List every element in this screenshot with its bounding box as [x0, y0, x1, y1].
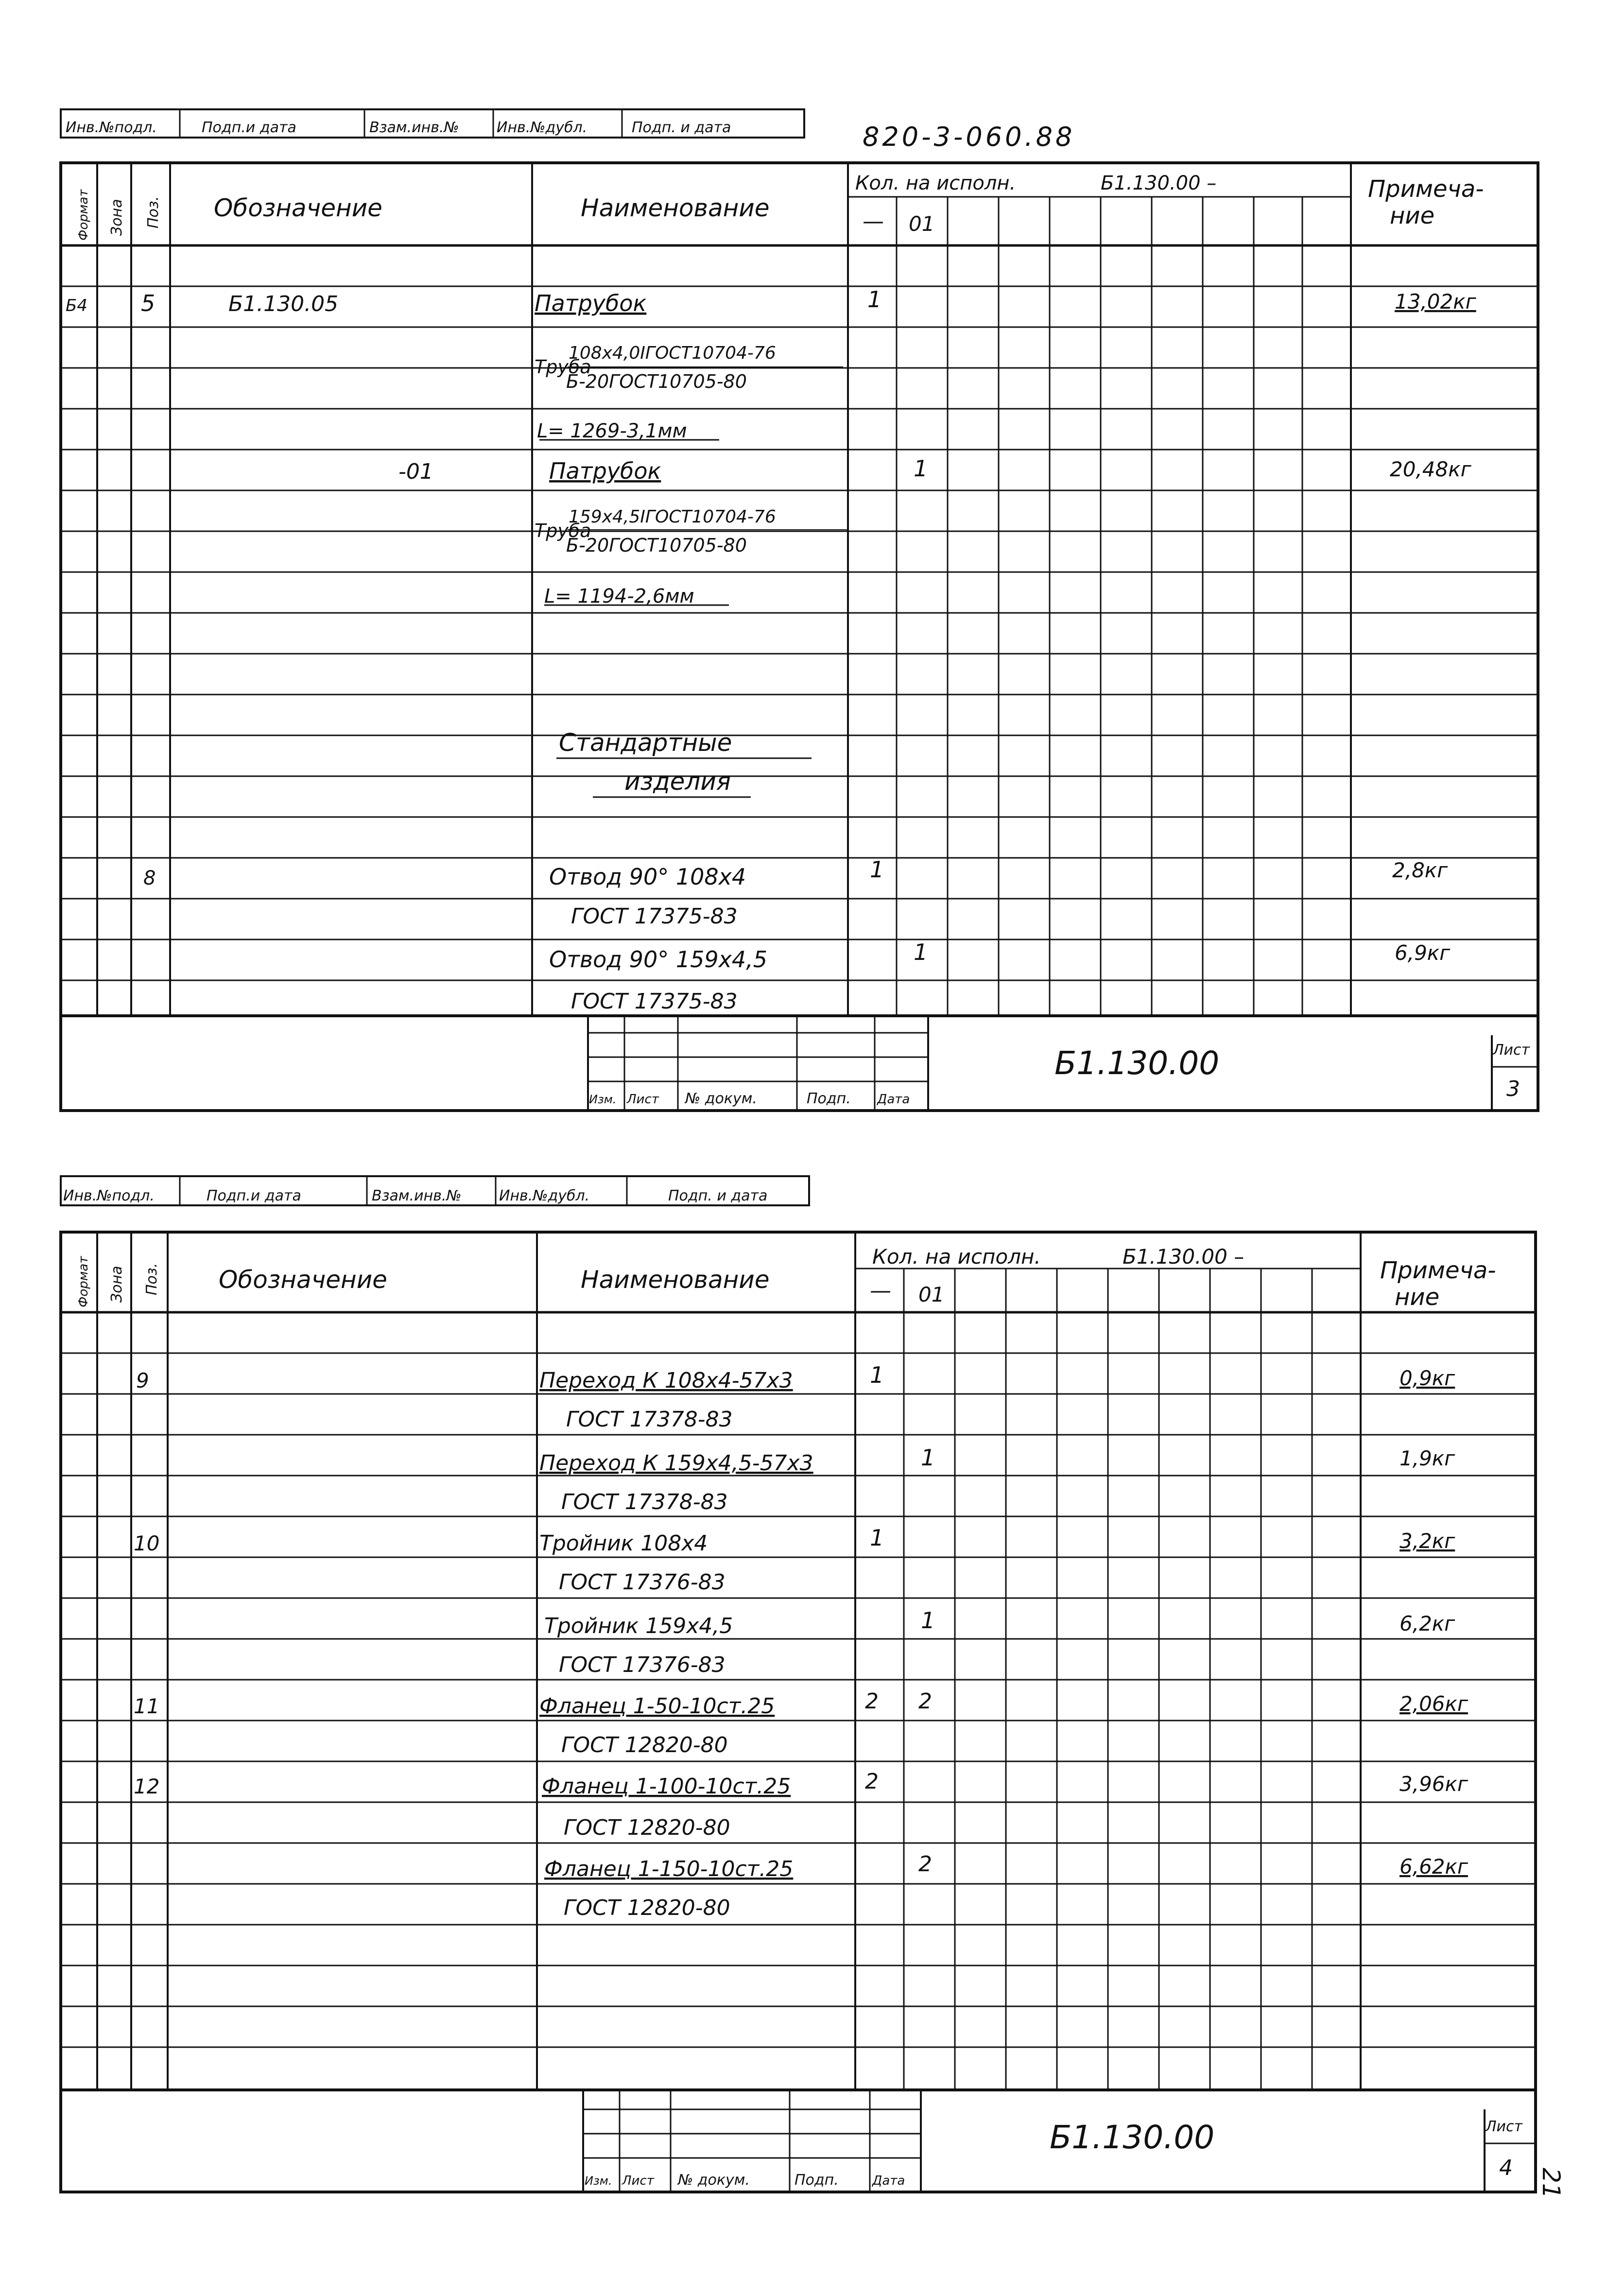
row-qty-1: 1 — [870, 856, 884, 883]
header-strip — [61, 109, 804, 138]
sheet-number: 3 — [1506, 1077, 1520, 1101]
header-qty-title: Кол. на исполн. — [872, 1245, 1041, 1269]
row-frac-bottom: Б-20ГОСТ10705-80 — [566, 535, 747, 556]
sheet-label: Лист — [1486, 2118, 1523, 2135]
header-inv-podl: Инв.№подл. — [66, 119, 157, 136]
header-vzam-inv: Взам.инв.№ — [372, 1187, 462, 1204]
row-name-prefix: Труба — [535, 356, 591, 378]
title-label-date: Дата — [872, 2174, 905, 2188]
row-frac-bottom: Б-20ГОСТ10705-80 — [566, 371, 747, 392]
title-label-doc: № докум. — [685, 1090, 757, 1107]
header-qty-sub-2: 01 — [918, 1283, 945, 1306]
header-format: Формат — [76, 189, 91, 241]
row-name: Отвод 90° 159х4,5 — [549, 946, 768, 973]
section-title-line1: Стандартные — [559, 729, 732, 757]
row-note: 1,9кг — [1400, 1446, 1455, 1470]
row-name: ГОСТ 17375-83 — [571, 989, 738, 1014]
title-block — [61, 2090, 1536, 2192]
main-frame — [61, 1232, 1536, 2192]
header-strip — [61, 1176, 809, 1205]
row-note: 0,9кг — [1400, 1366, 1455, 1390]
row-pos: 9 — [136, 1369, 149, 1392]
row-pos: 12 — [134, 1774, 160, 1798]
header-inv-dubl: Инв.№дубл. — [499, 1187, 590, 1204]
row-name: Фланец 1-150-10ст.25 — [544, 1857, 794, 1881]
sheet-4-rows — [134, 1362, 1469, 1920]
header-note-2: ние — [1390, 202, 1435, 229]
header-format: Формат — [76, 1256, 91, 1307]
row-pos: 10 — [134, 1531, 160, 1555]
row-name: Тройник 108х4 — [539, 1531, 708, 1556]
row-qty-1: 1 — [870, 1362, 884, 1388]
row-name: ГОСТ 12820-80 — [561, 1733, 728, 1757]
row-qty-2: 1 — [914, 939, 928, 965]
row-grid — [61, 286, 1538, 980]
row-note: 3,2кг — [1400, 1529, 1455, 1553]
sheet-label: Лист — [1493, 1042, 1530, 1059]
row-frac-top: 159х4,5IГОСТ10704-76 — [569, 507, 776, 527]
row-name: ГОСТ 17376-83 — [559, 1570, 726, 1595]
header-designation: Обозначение — [214, 194, 382, 222]
header-note-1: Примеча- — [1368, 175, 1484, 203]
row-pos: 8 — [143, 867, 156, 889]
sheet-3 — [61, 109, 1538, 1111]
row-frac-top: 108х4,0IГОСТ10704-76 — [569, 343, 776, 363]
row-qty-2: 1 — [914, 455, 928, 482]
row-note: 6,62кг — [1400, 1855, 1468, 1879]
header-name: Наименование — [581, 194, 770, 222]
side-page-number: 21 — [1537, 2168, 1565, 2199]
row-name: ГОСТ 12820-80 — [564, 1815, 730, 1840]
row-qty-1: 2 — [865, 1689, 879, 1714]
header-pos: Поз. — [143, 1263, 160, 1295]
row-name: ГОСТ 17375-83 — [571, 904, 738, 929]
header-designation: Обозначение — [219, 1266, 387, 1294]
row-qty-1: 1 — [867, 286, 882, 313]
header-vzam-inv: Взам.инв.№ — [369, 119, 459, 136]
header-note-2: ние — [1395, 1284, 1440, 1311]
title-label-list: Лист — [622, 2174, 654, 2188]
row-note: 2,06кг — [1400, 1692, 1468, 1716]
row-name: Патрубок — [549, 458, 661, 484]
row-name: Фланец 1-100-10ст.25 — [542, 1774, 791, 1799]
header-podp-data: Подп.и дата — [202, 119, 296, 136]
header-zone: Зона — [108, 199, 125, 236]
row-qty-1: 1 — [870, 1525, 884, 1551]
row-note: 20,48кг — [1390, 457, 1471, 481]
row-qty-1: 2 — [865, 1769, 879, 1794]
header-qty-sub-1: — — [863, 209, 884, 234]
header-name: Наименование — [581, 1266, 770, 1294]
header-pos: Поз. — [145, 196, 162, 228]
row-name: Фланец 1-50-10ст.25 — [539, 1694, 775, 1719]
row-name: ГОСТ 17376-83 — [559, 1652, 726, 1677]
row-qty-2: 1 — [921, 1607, 935, 1634]
header-qty-sub-1: — — [870, 1278, 891, 1303]
sheet-4 — [61, 1176, 1536, 2192]
doc-number: Б1.130.00 — [1050, 2119, 1215, 2156]
row-qty-2: 1 — [921, 1444, 935, 1471]
row-name: Патрубок — [535, 290, 647, 316]
row-name: ГОСТ 17378-83 — [566, 1407, 733, 1432]
table-header — [76, 172, 1484, 241]
row-note: 13,02кг — [1395, 290, 1476, 313]
header-podp-data-2: Подп. и дата — [632, 119, 731, 136]
row-designation: -01 — [398, 459, 433, 484]
header-podp-data: Подп.и дата — [207, 1187, 301, 1204]
row-note: 6,9кг — [1395, 941, 1451, 965]
row-name: Переход К 108х4-57х3 — [539, 1368, 793, 1393]
header-inv-podl: Инв.№подл. — [63, 1187, 155, 1204]
sheet-number: 4 — [1499, 2156, 1513, 2180]
row-note: 3,96кг — [1400, 1772, 1468, 1796]
row-name: Тройник 159х4,5 — [544, 1614, 733, 1638]
header-qty-doc: Б1.130.00 – — [1123, 1245, 1244, 1269]
row-qty-2: 2 — [918, 1852, 932, 1877]
title-label-podp: Подп. — [807, 1090, 851, 1107]
row-pos: 11 — [134, 1694, 160, 1718]
header-zone: Зона — [108, 1266, 125, 1303]
row-note: 2,8кг — [1392, 858, 1448, 882]
row-name: L= 1194-2,6мм — [544, 585, 694, 608]
title-label-doc: № докум. — [678, 2172, 750, 2189]
title-label-date: Дата — [877, 1092, 910, 1107]
section-title-line2: изделия — [624, 767, 731, 796]
row-name: L= 1269-3,1мм — [537, 420, 687, 442]
title-block — [61, 1016, 1538, 1111]
header-podp-data-2: Подп. и дата — [668, 1187, 768, 1204]
title-label-podp: Подп. — [795, 2172, 839, 2189]
sheet-3-rows — [66, 286, 1477, 1014]
header-qty-sub-2: 01 — [909, 212, 935, 236]
table-header — [76, 1245, 1496, 1311]
row-designation: Б1.130.05 — [228, 292, 339, 316]
header-note-1: Примеча- — [1380, 1257, 1496, 1284]
title-label-list: Лист — [627, 1092, 659, 1107]
row-note: 6,2кг — [1400, 1612, 1455, 1635]
document-code: 820-3-060.88 — [863, 122, 1075, 152]
doc-number: Б1.130.00 — [1054, 1044, 1220, 1082]
row-name: ГОСТ 17378-83 — [561, 1490, 728, 1514]
header-qty-doc: Б1.130.00 – — [1101, 172, 1217, 194]
row-name: Переход К 159х4,5-57х3 — [539, 1451, 813, 1476]
row-name: Отвод 90° 108х4 — [549, 864, 746, 890]
row-name: ГОСТ 12820-80 — [564, 1896, 730, 1920]
row-format: Б4 — [66, 296, 87, 315]
header-inv-dubl: Инв.№дубл. — [497, 119, 588, 136]
row-name-prefix: Труба — [535, 520, 591, 541]
row-pos: 5 — [141, 290, 156, 316]
row-qty-2: 2 — [918, 1689, 932, 1714]
header-qty-title: Кол. на исполн. — [855, 172, 1016, 194]
title-label-izm: Изм. — [589, 1093, 617, 1106]
title-label-izm: Изм. — [585, 2174, 612, 2188]
